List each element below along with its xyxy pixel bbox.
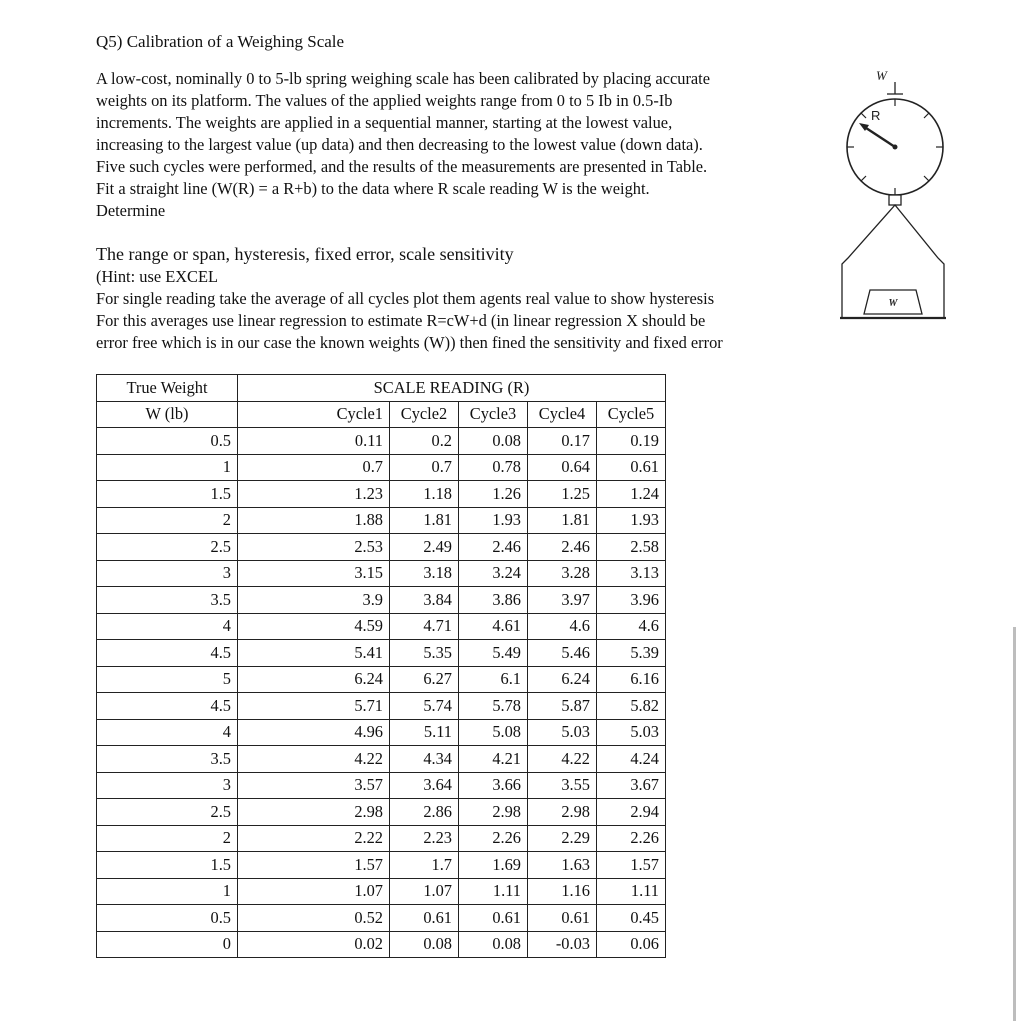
true-weight-cell: 3 (97, 772, 238, 799)
scale-reading-cell: 5.78 (459, 693, 528, 720)
scale-reading-cell: 1.26 (459, 481, 528, 508)
scale-reading-cell: 0.02 (238, 931, 390, 958)
scale-reading-cell: 5.39 (597, 640, 666, 667)
scale-reading-cell: 0.19 (597, 428, 666, 455)
table-row (97, 454, 666, 481)
weight-symbol-label: W (876, 68, 887, 83)
scale-reading-cell: 3.28 (528, 560, 597, 587)
scale-reading-cell: 3.67 (597, 772, 666, 799)
scale-reading-cell: 0.11 (238, 428, 390, 455)
true-weight-cell: 1 (97, 878, 238, 905)
dial-needle (863, 126, 895, 147)
dial-tick (924, 113, 929, 118)
table-row (97, 931, 666, 958)
table-row (97, 481, 666, 508)
statement-line: Determine (96, 201, 166, 220)
scale-reading-cell: 0.52 (238, 905, 390, 932)
scale-reading-cell: 5.82 (597, 693, 666, 720)
cycle-header: Cycle3 (459, 401, 528, 428)
scale-reading-cell: 2.49 (390, 534, 459, 561)
true-weight-cell: 2 (97, 507, 238, 534)
scale-reading-cell: 0.61 (597, 454, 666, 481)
calibration-data-table (96, 374, 666, 958)
scale-reading-cell: 4.22 (528, 746, 597, 773)
scale-reading-cell: 5.35 (390, 640, 459, 667)
scale-reading-cell: 3.13 (597, 560, 666, 587)
true-weight-cell: 3.5 (97, 746, 238, 773)
table-row (97, 825, 666, 852)
scale-reading-cell: 0.64 (528, 454, 597, 481)
true-weight-cell: 3.5 (97, 587, 238, 614)
scale-reading-cell: 3.55 (528, 772, 597, 799)
question-title: Q5) Calibration of a Weighing Scale (96, 32, 345, 51)
cycle-header: Cycle5 (597, 401, 666, 428)
task-instructions (96, 242, 723, 354)
instruction-line: (Hint: use EXCEL (96, 267, 219, 286)
table-row (97, 799, 666, 826)
true-weight-cell: 4 (97, 613, 238, 640)
scale-reading-cell: 6.24 (238, 666, 390, 693)
true-weight-cell: 1.5 (97, 852, 238, 879)
statement-line: A low-cost, nominally 0 to 5-lb spring weighing scale has been calibrated by placing accurate (96, 69, 711, 88)
table-row (97, 693, 666, 720)
dial-pivot (893, 145, 898, 150)
scale-reading-cell: 1.69 (459, 852, 528, 879)
table-row (97, 852, 666, 879)
dial-tick (924, 176, 929, 181)
scale-reading-cell: 0.61 (459, 905, 528, 932)
scale-reading-cell: 1.88 (238, 507, 390, 534)
scale-reading-cell: 1.18 (390, 481, 459, 508)
scale-reading-cell: 0.7 (390, 454, 459, 481)
scale-reading-cell: 1.63 (528, 852, 597, 879)
scale-reading-cell: 4.34 (390, 746, 459, 773)
true-weight-cell: 4.5 (97, 693, 238, 720)
scale-reading-cell: 5.46 (528, 640, 597, 667)
instruction-line: For this averages use linear regression to estimate R=cW+d (in linear regression X should be (96, 311, 706, 330)
table-row (97, 613, 666, 640)
scale-reading-cell: 4.21 (459, 746, 528, 773)
dial-neck (889, 195, 901, 205)
scale-reading-cell: 4.6 (597, 613, 666, 640)
scale-reading-cell: 1.7 (390, 852, 459, 879)
true-weight-cell: 0.5 (97, 905, 238, 932)
scale-reading-cell: 0.45 (597, 905, 666, 932)
table-row (97, 587, 666, 614)
scale-reading-cell: 5.03 (597, 719, 666, 746)
scale-reading-cell: 4.24 (597, 746, 666, 773)
true-weight-cell: 4 (97, 719, 238, 746)
scale-reading-cell: 2.26 (597, 825, 666, 852)
scale-reading-cell: 5.49 (459, 640, 528, 667)
scale-reading-cell: 5.71 (238, 693, 390, 720)
statement-line: weights on its platform. The values of the applied weights range from 0 to 5 Ib in 0.5-Ib (96, 91, 673, 110)
table-row (97, 878, 666, 905)
scale-reading-cell: 3.86 (459, 587, 528, 614)
scale-reading-cell: 2.98 (459, 799, 528, 826)
scale-reading-cell: 4.61 (459, 613, 528, 640)
scale-reading-cell: 4.71 (390, 613, 459, 640)
table-row (97, 640, 666, 667)
scale-reading-cell: 1.81 (528, 507, 597, 534)
dial-tick (861, 176, 866, 181)
scale-reading-cell: 1.25 (528, 481, 597, 508)
scale-reading-cell: 0.08 (459, 931, 528, 958)
scale-reading-cell: 1.57 (597, 852, 666, 879)
table-row (97, 905, 666, 932)
scale-reading-cell: 4.59 (238, 613, 390, 640)
scale-reading-cell: 0.08 (390, 931, 459, 958)
table-row (97, 666, 666, 693)
scale-reading-cell: 2.98 (238, 799, 390, 826)
table-row (97, 772, 666, 799)
true-weight-cell: 2.5 (97, 799, 238, 826)
statement-line: Five such cycles were performed, and the results of the measurements are presented in Table. (96, 157, 708, 176)
scale-reading-cell: 0.2 (390, 428, 459, 455)
scale-reading-cell: 2.26 (459, 825, 528, 852)
scale-reading-cell: 5.74 (390, 693, 459, 720)
scale-reading-cell: 4.96 (238, 719, 390, 746)
scale-reading-cell: 1.07 (238, 878, 390, 905)
true-weight-cell: 1 (97, 454, 238, 481)
scale-reading-cell: 3.15 (238, 560, 390, 587)
table-body (97, 375, 666, 958)
scale-reading-cell: 1.11 (597, 878, 666, 905)
true-weight-cell: 5 (97, 666, 238, 693)
scale-reading-cell: 1.11 (459, 878, 528, 905)
weight-unit-header: W (lb) (97, 401, 238, 428)
scale-reading-cell: 1.07 (390, 878, 459, 905)
statement-line: Fit a straight line (W(R) = a R+b) to the data where R scale reading W is the weight. (96, 179, 650, 198)
scale-reading-cell: 3.66 (459, 772, 528, 799)
weight-column-header: True Weight (97, 375, 238, 402)
weight-block-label: W (888, 298, 898, 309)
scale-reading-cell: 3.24 (459, 560, 528, 587)
scale-reading-cell: 6.1 (459, 666, 528, 693)
scale-reading-cell: 5.87 (528, 693, 597, 720)
instruction-line: The range or span, hysteresis, fixed error, scale sensitivity (96, 244, 514, 264)
scale-reading-cell: 1.16 (528, 878, 597, 905)
scrollbar-track[interactable] (1013, 627, 1016, 1021)
weighing-scale-figure (838, 68, 948, 324)
table-row (97, 560, 666, 587)
true-weight-cell: 0 (97, 931, 238, 958)
true-weight-cell: 4.5 (97, 640, 238, 667)
cycle-header: Cycle1 (238, 401, 390, 428)
scale-reading-header: SCALE READING (R) (238, 375, 666, 402)
true-weight-cell: 2.5 (97, 534, 238, 561)
scale-reading-cell: -0.03 (528, 931, 597, 958)
scale-reading-cell: 3.96 (597, 587, 666, 614)
cycle-header: Cycle4 (528, 401, 597, 428)
scale-reading-cell: 2.29 (528, 825, 597, 852)
scale-reading-cell: 5.41 (238, 640, 390, 667)
scale-reading-cell: 1.24 (597, 481, 666, 508)
scale-reading-cell: 0.61 (528, 905, 597, 932)
statement-line: increasing to the largest value (up data) and then decreasing to the lowest value (down data). (96, 135, 703, 154)
table-row (97, 507, 666, 534)
scale-reading-cell: 2.94 (597, 799, 666, 826)
table-row (97, 746, 666, 773)
statement-line: increments. The weights are applied in a sequential manner, starting at the lowest value, (96, 113, 673, 132)
scale-reading-cell: 5.08 (459, 719, 528, 746)
scale-reading-cell: 1.93 (459, 507, 528, 534)
true-weight-cell: 0.5 (97, 428, 238, 455)
scale-reading-cell: 2.46 (528, 534, 597, 561)
scale-reading-cell: 0.78 (459, 454, 528, 481)
true-weight-cell: 2 (97, 825, 238, 852)
problem-statement (96, 68, 710, 222)
scale-reading-cell: 6.24 (528, 666, 597, 693)
cycle-header: Cycle2 (390, 401, 459, 428)
table-row (97, 534, 666, 561)
scale-reading-cell: 4.6 (528, 613, 597, 640)
dial-reading-label: R (871, 108, 881, 123)
true-weight-cell: 3 (97, 560, 238, 587)
scale-reading-cell: 6.27 (390, 666, 459, 693)
dial-tick (861, 113, 866, 118)
scale-reading-cell: 5.03 (528, 719, 597, 746)
scale-reading-cell: 0.08 (459, 428, 528, 455)
scale-reading-cell: 2.23 (390, 825, 459, 852)
scale-reading-cell: 5.11 (390, 719, 459, 746)
scale-reading-cell: 1.93 (597, 507, 666, 534)
scale-reading-cell: 4.22 (238, 746, 390, 773)
scale-reading-cell: 2.53 (238, 534, 390, 561)
scale-reading-cell: 1.57 (238, 852, 390, 879)
scale-reading-cell: 0.17 (528, 428, 597, 455)
scale-reading-cell: 1.81 (390, 507, 459, 534)
scale-reading-cell: 0.7 (238, 454, 390, 481)
scale-reading-cell: 2.98 (528, 799, 597, 826)
table-row (97, 719, 666, 746)
scale-reading-cell: 2.46 (459, 534, 528, 561)
scale-reading-cell: 0.61 (390, 905, 459, 932)
scale-reading-cell: 1.23 (238, 481, 390, 508)
scale-reading-cell: 3.57 (238, 772, 390, 799)
scale-reading-cell: 2.58 (597, 534, 666, 561)
scale-reading-cell: 0.06 (597, 931, 666, 958)
scale-reading-cell: 3.18 (390, 560, 459, 587)
instruction-line: error free which is in our case the known weights (W)) then fined the sensitivity and fixed error (96, 333, 723, 352)
scale-reading-cell: 3.9 (238, 587, 390, 614)
true-weight-cell: 1.5 (97, 481, 238, 508)
table-row (97, 428, 666, 455)
scale-reading-cell: 3.84 (390, 587, 459, 614)
instruction-line: For single reading take the average of all cycles plot them agents real value to show hysteresis (96, 289, 715, 308)
scale-reading-cell: 3.64 (390, 772, 459, 799)
scale-reading-cell: 6.16 (597, 666, 666, 693)
scale-reading-cell: 3.97 (528, 587, 597, 614)
scale-reading-cell: 2.22 (238, 825, 390, 852)
scale-reading-cell: 2.86 (390, 799, 459, 826)
table-subheader-row (97, 401, 666, 428)
table-header-row (97, 375, 666, 402)
